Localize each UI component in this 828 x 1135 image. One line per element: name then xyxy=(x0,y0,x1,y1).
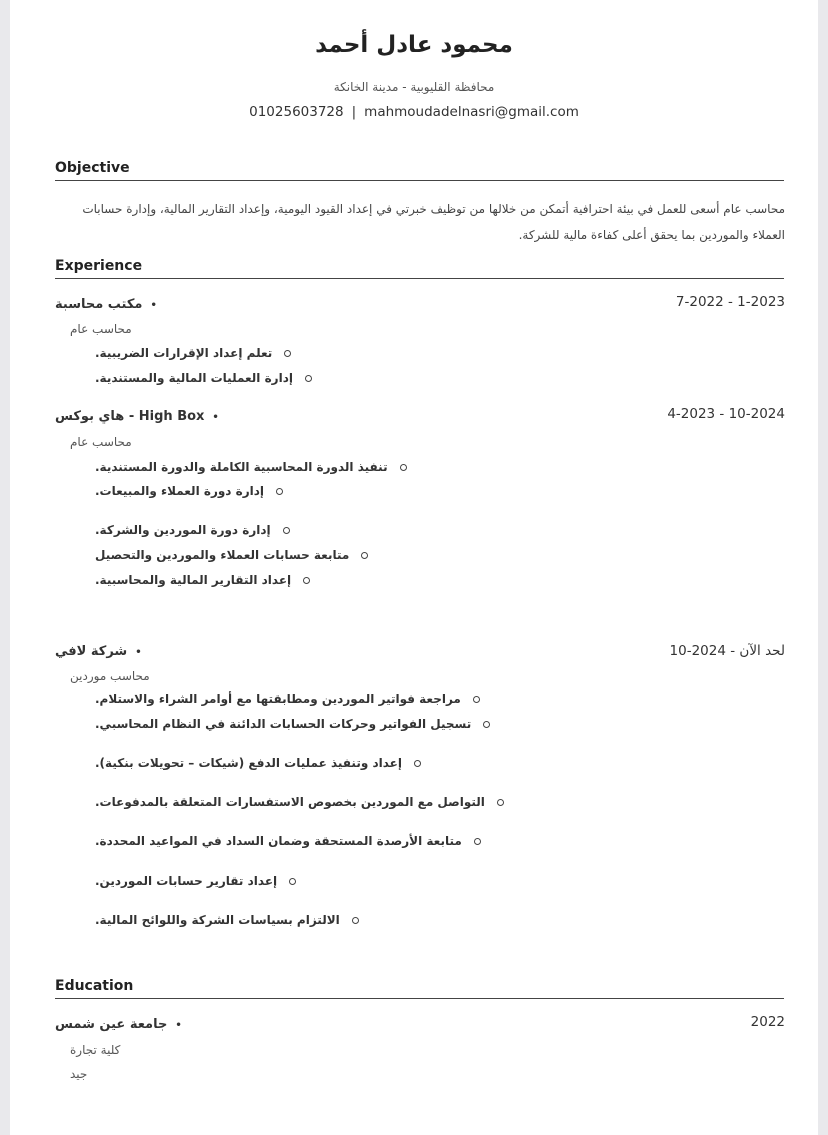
section-title-objective: Objective xyxy=(55,160,784,181)
job-task xyxy=(95,573,310,587)
bullet-icon: • xyxy=(150,300,157,311)
job-task-text: إدارة العمليات المالية والمستندية. xyxy=(95,371,293,385)
job-company xyxy=(55,409,219,424)
circle-bullet-icon xyxy=(414,760,421,767)
circle-bullet-icon xyxy=(400,464,407,471)
job-company xyxy=(55,644,142,659)
job-company-label: High Box - هاي بوكس xyxy=(55,409,205,424)
circle-bullet-icon xyxy=(305,375,312,382)
job-date-text: 10-2024 - لحد الآن xyxy=(669,643,785,659)
job-role: محاسب عام xyxy=(70,435,132,449)
objective-text xyxy=(55,196,785,248)
job-task xyxy=(95,346,291,360)
education-grade: جيد xyxy=(70,1067,88,1081)
bullet-icon: • xyxy=(212,412,219,423)
circle-bullet-icon xyxy=(483,721,490,728)
job-company-label: مكتب محاسبة xyxy=(55,297,143,312)
job-task-text: متابعة الأرصدة المستحقة وضمان السداد في المواعيد المحددة. xyxy=(95,834,462,848)
circle-bullet-icon xyxy=(474,838,481,845)
job-task-text: تعلم إعداد الإقرارات الضريبية. xyxy=(95,346,273,360)
job-task-text: إعداد تقارير حسابات الموردين. xyxy=(95,874,278,888)
job-company-label: شركة لافي xyxy=(55,644,128,659)
job-task-text: إدارة دورة العملاء والمبيعات. xyxy=(95,484,265,498)
job-task xyxy=(95,548,368,562)
job-task xyxy=(95,460,407,474)
email-address: mahmoudadelnasri@gmail.com xyxy=(364,104,579,120)
circle-bullet-icon xyxy=(289,878,296,885)
contact-line xyxy=(10,104,818,120)
circle-bullet-icon xyxy=(361,552,368,559)
phone-number: 01025603728 xyxy=(249,104,344,120)
section-title-experience: Experience xyxy=(55,258,784,279)
job-task xyxy=(95,795,504,809)
job-task xyxy=(95,523,290,537)
education-school xyxy=(55,1017,182,1032)
bullet-icon: • xyxy=(135,647,142,658)
job-task-text: تنفيذ الدورة المحاسبية الكاملة والدورة المستندية. xyxy=(95,460,388,474)
objective-line-1: محاسب عام أسعى للعمل في بيئة احترافية أتمكن من خلالها من توظيف خبرتي في إعداد القيود اليومية، وإعداد التقارير المالية، وإدارة حسابات xyxy=(82,202,785,216)
job-task-text: إعداد التقارير المالية والمحاسبية. xyxy=(95,573,292,587)
education-school-label: جامعة عين شمس xyxy=(55,1017,168,1032)
job-task xyxy=(95,371,312,385)
candidate-address: محافظة القليوبية - مدينة الخانكة xyxy=(333,80,495,94)
resume-page xyxy=(10,0,818,1135)
job-date: 4-2023 - 10-2024 xyxy=(667,406,785,422)
job-task xyxy=(95,717,490,731)
job-task xyxy=(95,874,296,888)
job-task-text: إعداد وتنفيذ عمليات الدفع (شيكات – تحويلات بنكية). xyxy=(95,756,402,770)
circle-bullet-icon xyxy=(283,527,290,534)
circle-bullet-icon xyxy=(473,696,480,703)
circle-bullet-icon xyxy=(303,577,310,584)
education-year: 2022 xyxy=(750,1014,785,1030)
contact-separator: | xyxy=(351,104,357,120)
education-faculty: كلية تجارة xyxy=(70,1043,121,1057)
job-task-text: إدارة دورة الموردين والشركة. xyxy=(95,523,271,537)
candidate-name: محمود عادل أحمد xyxy=(315,32,513,58)
job-role: محاسب عام xyxy=(70,322,132,336)
section-title-education: Education xyxy=(55,978,784,999)
job-role: محاسب موردين xyxy=(70,669,150,683)
job-task xyxy=(95,484,283,498)
job-task xyxy=(95,913,359,927)
job-task-text: مراجعة فواتير الموردين ومطابقتها مع أوامر الشراء والاستلام. xyxy=(95,692,461,706)
circle-bullet-icon xyxy=(284,350,291,357)
job-task-text: التواصل مع الموردين بخصوص الاستفسارات المتعلقة بالمدفوعات. xyxy=(95,795,485,809)
objective-line-2: العملاء والموردين بما يحقق أعلى كفاءة مالية للشركة. xyxy=(518,228,785,242)
bullet-icon: • xyxy=(175,1020,182,1031)
circle-bullet-icon xyxy=(352,917,359,924)
job-task-text: الالتزام بسياسات الشركة واللوائح المالية. xyxy=(95,913,340,927)
job-task-text: تسجيل الفواتير وحركات الحسابات الدائنة في النظام المحاسبي. xyxy=(95,717,472,731)
job-task-text: متابعة حسابات العملاء والموردين والتحصيل xyxy=(95,548,350,562)
circle-bullet-icon xyxy=(497,799,504,806)
job-date: 7-2022 - 1-2023 xyxy=(675,294,785,310)
circle-bullet-icon xyxy=(276,488,283,495)
job-task xyxy=(95,692,480,706)
job-task xyxy=(95,834,481,848)
job-date xyxy=(610,643,785,659)
job-company xyxy=(55,297,157,312)
job-task xyxy=(95,756,421,770)
